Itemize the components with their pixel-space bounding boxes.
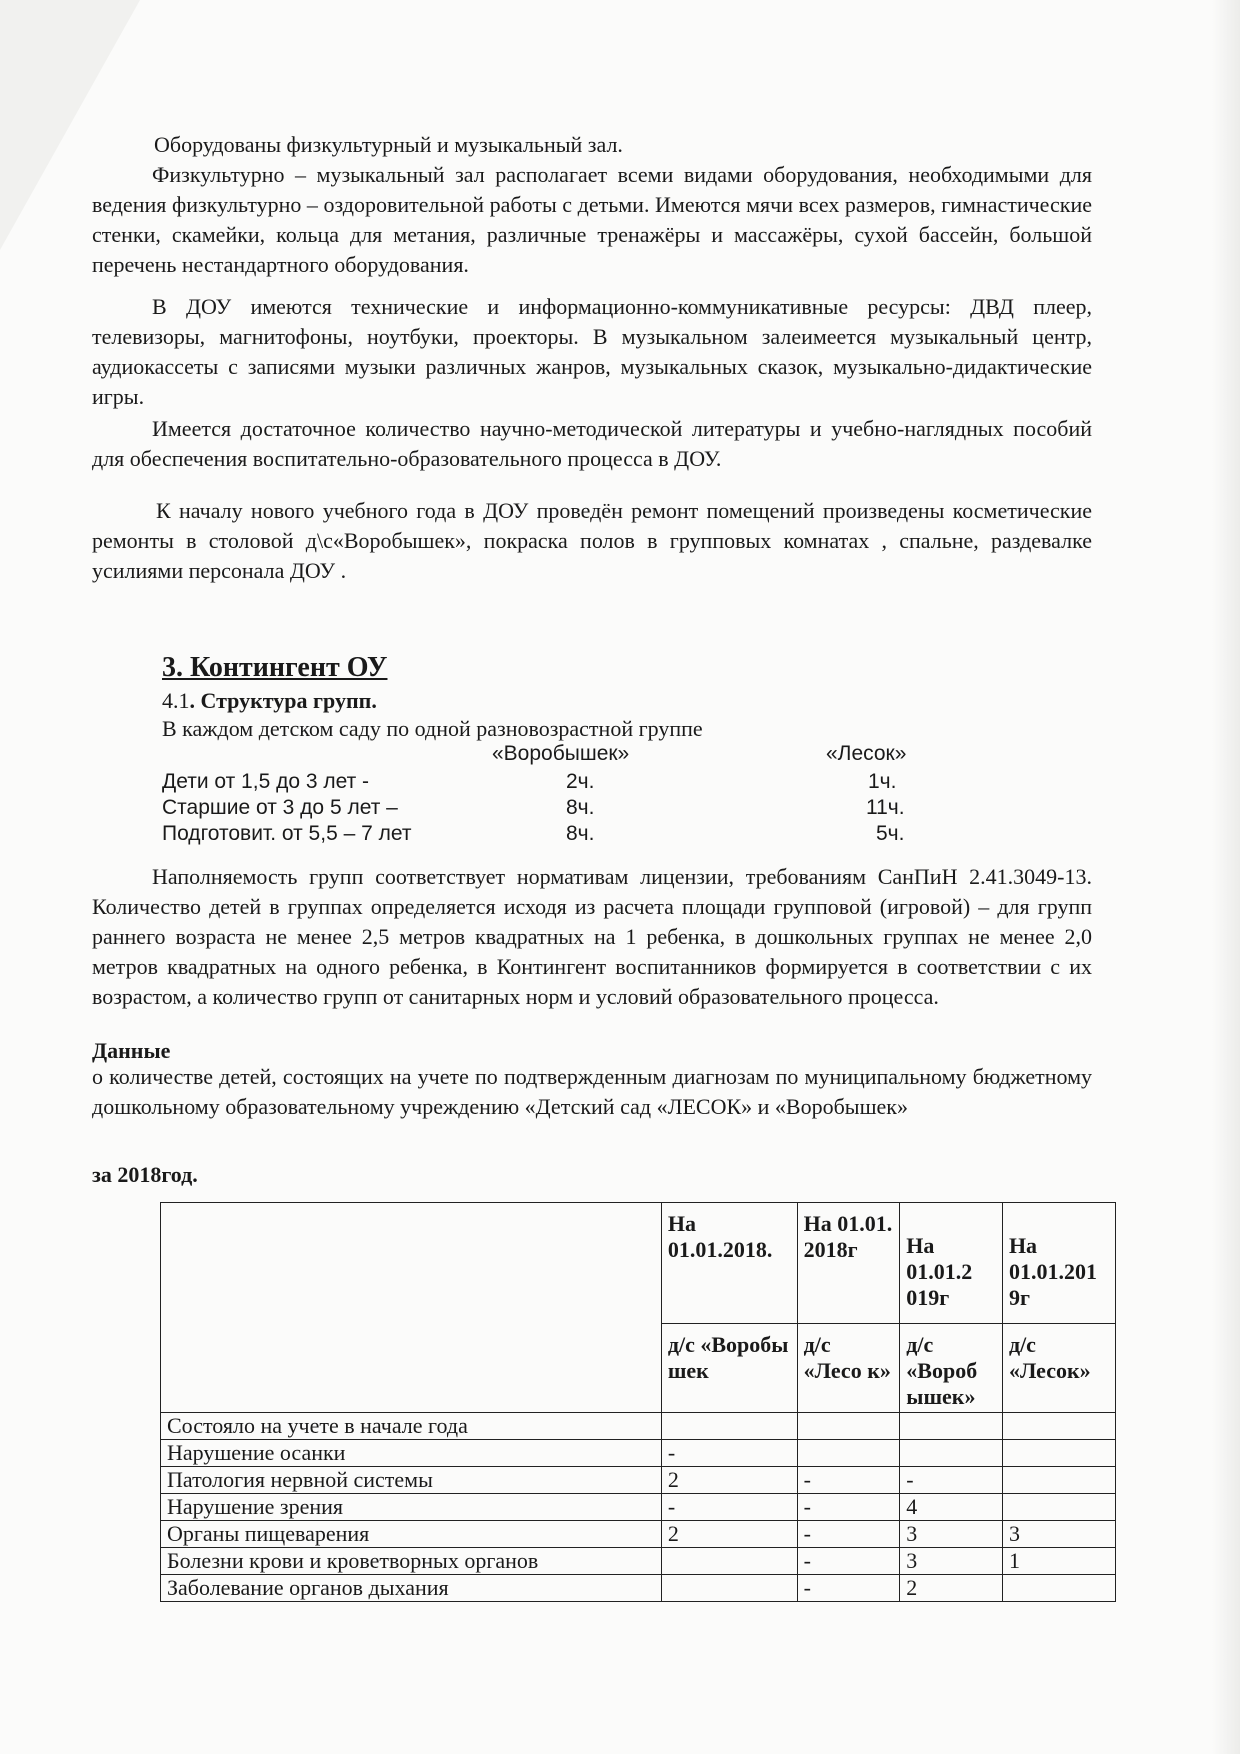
groups-intro: В каждом детском саду по одной разновозрастной группе [162,716,703,741]
table-cell [661,1575,797,1602]
table-cell: - [797,1494,900,1521]
table-row-label: Патология нервной системы [161,1467,662,1494]
table-header-garden: д/с «Вороб ышек» [900,1324,1003,1413]
table-cell: - [661,1494,797,1521]
table-row-label: Нарушение осанки [161,1440,662,1467]
group-row-value-a: 8ч. [566,822,595,845]
group-row-value-a: 2ч. [566,770,595,793]
paragraph-equipment: Оборудованы физкультурный и музыкальный зал. [154,132,623,157]
paragraph-occupancy: Наполняемость групп соответствует нормативам лицензии, требованиям СанПиН 2.41.3049-13. Количество детей в группах определяется исходя из расчета площади групповой (игровой) – для групп раннего возраста не менее 2,5 метров квадратных на 1 ребенка, в дошкольных группах не менее 2,0 метров квадратных на одного ребенка, в Контингент воспитанников формируется в соответствии с их возрастом, а количество групп от санитарных норм и условий образовательного процесса. [92,864,1092,1009]
table-cell [1002,1494,1115,1521]
table-row-label: Заболевание органов дыхания [161,1575,662,1602]
table-cell [1002,1575,1115,1602]
table-cell: - [661,1440,797,1467]
table-cell: 1 [1002,1548,1115,1575]
table-cell: 4 [900,1494,1003,1521]
table-cell: 3 [900,1521,1003,1548]
table-cell [661,1413,797,1440]
paragraph-renovation: К началу нового учебного года в ДОУ проведён ремонт помещений произведены косметические ремонты в столовой д\с«Воробышек», покраска полов в групповых комнатах , спальне, раздевалке усилиями персонала ДОУ . [92,498,1092,583]
table-cell: 3 [900,1548,1003,1575]
table-row [161,1494,1116,1521]
table-cell [661,1548,797,1575]
table-section-label: Состояло на учете в начале года [161,1413,662,1440]
table-header-garden: д/с «Воробы шек [661,1324,797,1413]
table-cell: - [797,1575,900,1602]
table-header-garden: д/с «Лесо к» [797,1324,900,1413]
paragraph-data-description: о количестве детей, состоящих на учете по подтвержденным диагнозам по муниципальному бюджетному дошкольному образовательному учреждению «Детский сад «ЛЕСОК» и «Воробышек» [92,1064,1092,1119]
table-cell [1002,1467,1115,1494]
paragraph-tech-resources: В ДОУ имеются технические и информационно-коммуникативные ресурсы: ДВД плеер, телевизоры, магнитофоны, ноутбуки, проекторы. В музыкальном залеимеется музыкальный центр, аудиокассеты с записями музыки различных жанров, музыкальных сказок, музыкально-дидактические игры. [92,294,1092,409]
group-row-label: Подготовит. от 5,5 – 7 лет [162,822,412,845]
table-cell [900,1413,1003,1440]
table-row-label: Нарушение зрения [161,1494,662,1521]
table-cell: 2 [661,1467,797,1494]
table-cell: 3 [1002,1521,1115,1548]
paragraph-methodical-literature: Имеется достаточное количество научно-методической литературы и учебно-наглядных пособий для обеспечения воспитательно-образовательного процесса в ДОУ. [92,416,1092,471]
table-header-date: На 01.01.201 9г [1002,1203,1115,1324]
table-row [161,1440,1116,1467]
group-row-label: Дети от 1,5 до 3 лет - [162,770,370,793]
diagnosis-table [160,1202,1116,1602]
table-cell: - [797,1521,900,1548]
data-heading: Данные [92,1038,171,1063]
table-cell [900,1440,1003,1467]
table-cell [1002,1440,1115,1467]
table-row-label: Болезни крови и кроветворных органов [161,1548,662,1575]
subsection-number: 4.1 [162,688,190,713]
table-header-date: На 01.01.2 019г [900,1203,1003,1324]
group-row-value-b: 5ч. [876,822,905,845]
table-row-label: Органы пищеварения [161,1521,662,1548]
table-header-row-dates [161,1203,1116,1324]
table-row [161,1575,1116,1602]
group-row-value-a: 8ч. [566,796,595,819]
paragraph-gym-hall: Физкультурно – музыкальный зал располагает всеми видами оборудования, необходимыми для ведения физкультурно – оздоровительной работы с детьми. Имеются мячи всех размеров, гимнастические стенки, скамейки, кольца для метания, различные тренажёры и массажёры, сухой бассейн, большой перечень нестандартного оборудования. [92,162,1092,277]
group-row-value-b: 11ч. [866,796,905,819]
group-row-label: Старшие от 3 до 5 лет – [162,796,398,819]
groups-col-lesok: «Лесок» [826,742,907,765]
groups-col-vorobyshek: «Воробышек» [492,742,630,765]
subsection-name: . Структура групп. [189,688,377,713]
table-cell: 2 [661,1521,797,1548]
table-row [161,1521,1116,1548]
table-cell: - [900,1467,1003,1494]
data-year: за 2018год. [92,1162,198,1187]
table-header-date: На 01.01.2018. [661,1203,797,1324]
page-edge-shadow [1212,0,1240,1754]
table-cell [797,1413,900,1440]
table-cell [1002,1413,1115,1440]
table-cell: - [797,1467,900,1494]
section-heading: 3. Контингент ОУ [162,652,388,683]
table-row [161,1467,1116,1494]
table-cell: 2 [900,1575,1003,1602]
table-section-row [161,1413,1116,1440]
group-row-value-b: 1ч. [868,770,897,793]
subsection-title [162,688,377,714]
table-header-garden: д/с «Лесок» [1002,1324,1115,1413]
table-header-date: На 01.01. 2018г [797,1203,900,1324]
table-cell [797,1440,900,1467]
table-cell: - [797,1548,900,1575]
table-row [161,1548,1116,1575]
table-header-blank [161,1203,662,1413]
